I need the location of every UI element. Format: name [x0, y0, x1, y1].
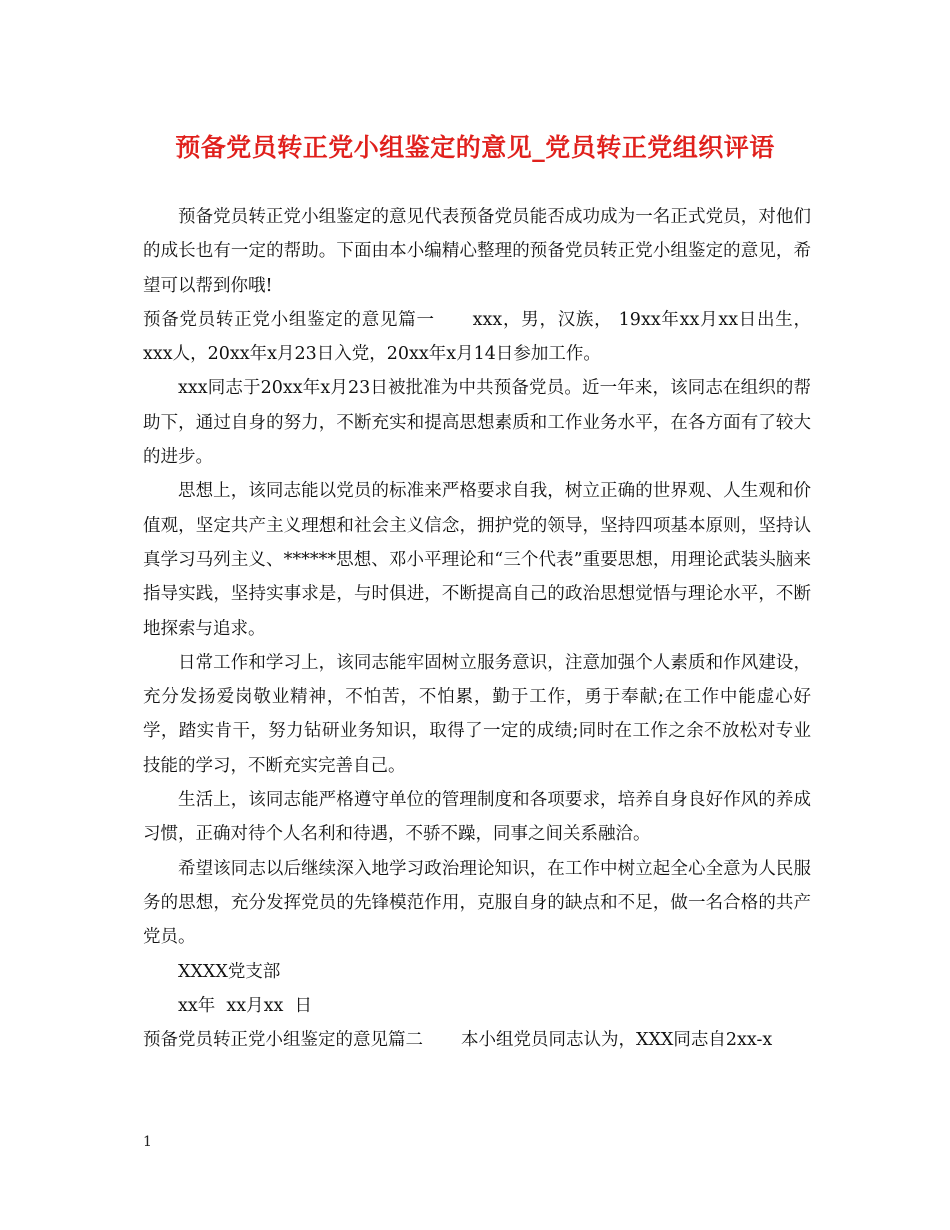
section2-paragraph — [143, 1023, 811, 1057]
signature-date: xx年 xx月xx 日 — [178, 995, 312, 1016]
section2-heading: 预备党员转正党小组鉴定的意见篇二 — [143, 1030, 423, 1051]
section1-first-text: xxx，男，汉族， 19xx年xx月xx日出生，xxx人，20xx年x月23日入党，20xx年x月14日参加工作。 — [143, 309, 811, 365]
section1-heading: 预备党员转正党小组鉴定的意见篇一 — [143, 309, 435, 330]
body-paragraph: 生活上，该同志能严格遵守单位的管理制度和各项要求，培养自身良好作风的养成习惯，正确对待个人名利和待遇，不骄不躁，同事之间关系融洽。 — [143, 790, 811, 845]
document-title: 预备党员转正党小组鉴定的意见_党员转正党组织评语 — [175, 133, 775, 162]
signature-organization: XXXX党支部 — [178, 961, 281, 982]
page-number: 1 — [143, 1134, 152, 1150]
body-paragraph: 日常工作和学习上，该同志能牢固树立服务意识，注意加强个人素质和作风建设，充分发扬爱岗敬业精神，不怕苦，不怕累，勤于工作，勇于奉献;在工作中能虚心好学，踏实肯干，努力钻研业务知识，取得了一定的成绩;同时在工作之余不放松对专业技能的学习，不断充实完善自己。 — [143, 652, 811, 776]
body-paragraph: 思想上，该同志能以党员的标准来严格要求自我，树立正确的世界观、人生观和价值观，坚定共产主义理想和社会主义信念，拥护党的领导，坚持四项基本原则，坚持认真学习马列主义、******思想、邓小平理论和“三个代表”重要思想，用理论武装头脑来指导实践，坚持实事求是，与时俱进，不断提高自己的政治思想觉悟与理论水平，不断地探索与追求。 — [143, 481, 811, 639]
document-body — [143, 200, 811, 1057]
intro-paragraph: 预备党员转正党小组鉴定的意见代表预备党员能否成功成为一名正式党员，对他们的成长也有一定的帮助。下面由本小编精心整理的预备党员转正党小组鉴定的意见，希望可以帮到你哦! — [143, 207, 811, 296]
section1-paragraph — [143, 303, 811, 372]
body-paragraph: 希望该同志以后继续深入地学习政治理论知识，在工作中树立起全心全意为人民服务的思想，充分发挥党员的先锋模范作用，克服自身的缺点和不足，做一名合格的共产党员。 — [143, 858, 811, 948]
section2-first-text: 本小组党员同志认为，XXX同志自2xx-x — [461, 1030, 773, 1051]
body-paragraph: xxx同志于20xx年x月23日被批准为中共预备党员。近一年来，该同志在组织的帮助下，通过自身的努力，不断充实和提高思想素质和工作业务水平，在各方面有了较大的进步。 — [143, 378, 811, 468]
